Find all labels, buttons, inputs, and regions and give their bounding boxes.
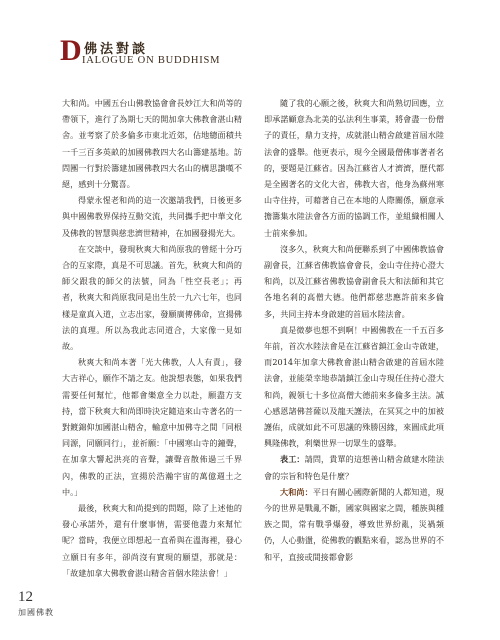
paragraph: 隨了我的心願之後，秋爽大和尚熟切回應，立即承諾顧意為北美的弘法利生事業，將會盡一份僧子的責任，鼎力支持，成就湛山精舍啟建首屆水陸法會的盛舉。他更表示，現今全國最僧佛事著者名的，要題是江蘇省。因為江蘇省人才濟濟，歷代都是全國著名的文化大省，佛教大省，他身為蘇州寒山寺住持，可藉著自己在本地的人際關係，願意承擔籌集水陸法會各方面的協調工作，並組織相關人士前來參加。 [264, 98, 444, 238]
paragraph: 得蒙永惺老和尚的這一次邀請我們，日後更多與中國佛教界保持互動交流，共同攜手把中華文化及佛教的智慧與慈悲濟世精神，在加國發揚光大。 [62, 195, 242, 238]
header-drop-initial: D [60, 34, 82, 67]
answer-label: 大和尚： [280, 486, 313, 497]
publication-logo: 加國佛教 [18, 608, 54, 617]
paragraph: 秋爽大和尚本著「光大佛教，人人有責」，發大吉祥心，願作不請之友。他說想表態，如果我們需要任何幫忙，他都會樂意全力以赴，願盡方支持，當下秋爽大和尚即時決定隨這來山寺著名的一對鍍錦仰加國湛山精舍，輸意中加佛寺之間「同根同源，同願同行」，並祈願：「中國寒山寺的鐘聲，在加拿大響起洪亮的音聲，讓聲音散佈過三千界內，佛教的正法，宣揚於浩瀚宇宙的萬億週土之中。」 [62, 357, 242, 497]
paragraph: 大和尚。中國五台山佛教協會會長妙江大和尚等的帶領下，進行了為期七天的開加拿大佛教會湛山精舍。並考察了於多倫多市東北近郊，佔地總面積共一千三百多英畝的加國佛教四大名山籌建基地。訪問團一行對於籌建加國佛教四大名山的構思讚嘆不絕，感到十分驚喜。 [62, 98, 242, 190]
right-text-column [264, 95, 444, 565]
header-title-chinese: 佛法對談 [84, 42, 149, 57]
paragraph: 沒多久，秋爽大和尚便聯系到了中國佛教協會副會長，江蘇省佛教協會會長，金山寺住持心澄大和尚，以及江蘇省佛教協會副會長大和法師和其它各地名剎的高僧大德。他們都慈悲應許前來多倫多，共同主持本身啟建的首屆水陸法會。 [264, 243, 444, 319]
section-header [60, 36, 320, 76]
page-footer [18, 590, 58, 618]
left-text-column [62, 95, 242, 581]
interview-question [264, 451, 444, 483]
paragraph: 最後，秋爽大和尚提到的問題，除了上述他的發心承諾外，還有什麼事情，需要他盡力來幫忙呢？當時，我便立即想起一直希與在溫海裡，發心立願日有多年，卻尚沒有實現的願望，那就是：「故建加拿大佛教會湛山精舍首個水陸法會！」 [62, 503, 242, 578]
header-title-english: IALOGUE ON BUDDHISM [82, 55, 221, 66]
interview-answer [264, 484, 444, 565]
paragraph: 在交談中，發現秋爽大和尚原我的曾經十分巧合的互家際，真是不可思議。首先，秋爽大和尚的師父跟我的師父的法號，同為「性空長老」；再者，秋爽大和尚原我同是出生於一九六七年，也同樣是童真入道，立志出家，發願廣傳佛命，宣揚佛法的真理。所以為我此志同道合，大家像一見如故。 [62, 243, 242, 352]
question-text: 請問，貴單的這想善山精舍啟建水陸法會的宗旨和特色是什麼？ [264, 454, 444, 481]
paragraph: 真是微夢也想不到啊！中國佛教在一千五百多年前，首次水陸法會是在江蘇省鎮江金山寺啟建，而2014年加拿大佛教會湛山精舍啟建的首屆水陸法會，並能榮幸地恭請鎮江金山寺現任住持心澄大和尚，親領七十多位高僧大德前來多倫多主法。誠心感恩諸佛菩薩以及龍天護法，在冥冥之中的加被護佑，成就如此不可思議的殊勝因緣，來圓成此項興隆佛教，利樂世界一切眾生的盛舉。 [264, 324, 444, 449]
page-number: 12 [18, 589, 33, 605]
answer-text: 平日有關心國際新聞的人都知道，現今的世界是戰亂不斷，國家與國家之間，種族與種族之間，常有戰爭爆發，導致世界紛亂，災禍頻仍，人心動盪，從佛教的觀點來看，認為世界的不和平，直接或間接都會影 [264, 486, 444, 562]
question-label: 表工： [280, 454, 305, 465]
